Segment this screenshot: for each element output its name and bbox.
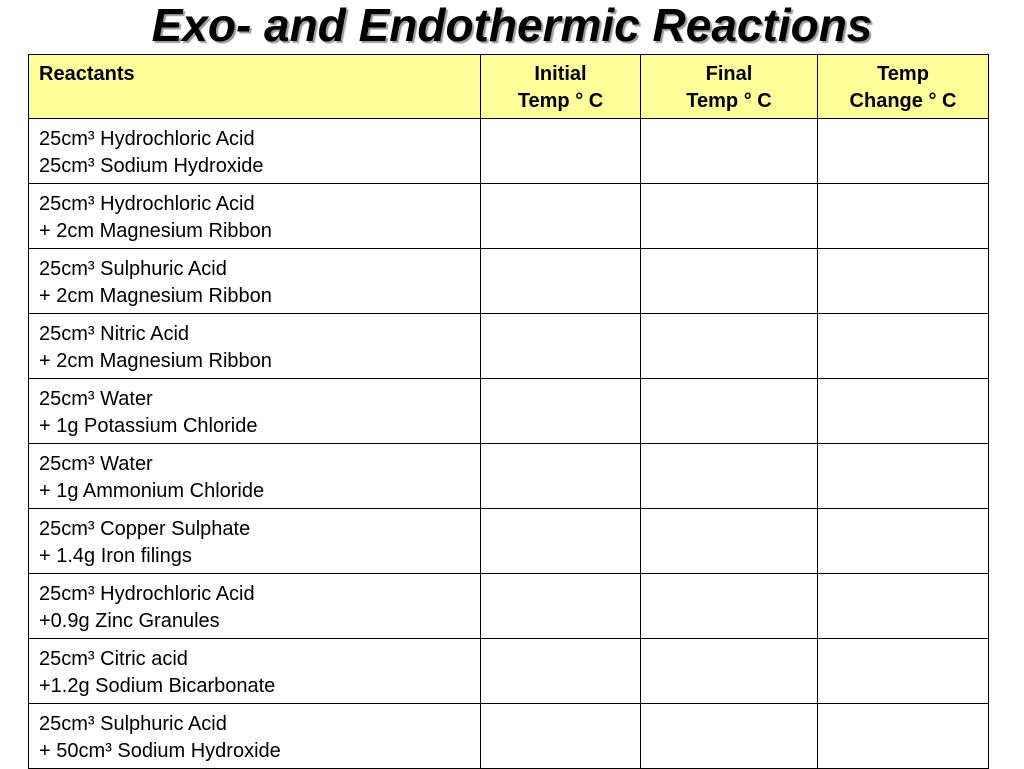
final-temp-cell[interactable]: [641, 574, 818, 639]
reactant-line-2: 25cm³ Sodium Hydroxide: [39, 155, 264, 177]
initial-temp-value: [481, 509, 640, 516]
initial-temp-cell[interactable]: [481, 704, 641, 769]
table-row: [29, 704, 989, 769]
header-temp-change: [818, 55, 989, 119]
initial-temp-value: [481, 119, 640, 126]
table-row: [29, 639, 989, 704]
temp-change-cell[interactable]: [818, 249, 989, 314]
temp-change-cell[interactable]: [818, 574, 989, 639]
table-row: [29, 444, 989, 509]
table-row: [29, 119, 989, 184]
initial-temp-value: [481, 444, 640, 451]
temp-change-value: [818, 704, 988, 711]
final-temp-cell[interactable]: [641, 704, 818, 769]
final-temp-cell[interactable]: [641, 314, 818, 379]
final-temp-value: [641, 119, 817, 126]
reactants-cell: [29, 314, 481, 379]
table-row: [29, 574, 989, 639]
final-temp-cell[interactable]: [641, 509, 818, 574]
table-body: [29, 119, 989, 769]
initial-temp-cell[interactable]: [481, 119, 641, 184]
initial-temp-cell[interactable]: [481, 509, 641, 574]
reactant-line-2: +1.2g Sodium Bicarbonate: [39, 675, 276, 697]
final-temp-value: [641, 249, 817, 256]
initial-temp-cell[interactable]: [481, 574, 641, 639]
page-title: Exo- and Endothermic Reactions: [151, 0, 873, 51]
initial-temp-value: [481, 704, 640, 711]
temp-change-cell[interactable]: [818, 119, 989, 184]
header-change-line2: Change ° C: [849, 90, 957, 112]
reactant-line-1: 25cm³ Sulphuric Acid: [39, 713, 227, 735]
header-initial-temp: [481, 55, 641, 119]
temp-change-value: [818, 119, 988, 126]
reactant-line-1: 25cm³ Water: [39, 388, 153, 410]
temp-change-value: [818, 314, 988, 321]
reactants-cell: [29, 704, 481, 769]
header-final-line1: Final: [705, 63, 753, 85]
initial-temp-value: [481, 249, 640, 256]
initial-temp-value: [481, 314, 640, 321]
temp-change-value: [818, 444, 988, 451]
reactant-line-1: 25cm³ Citric acid: [39, 648, 188, 670]
final-temp-value: [641, 379, 817, 386]
header-final-line2: Temp ° C: [686, 90, 772, 112]
header-initial-line2: Temp ° C: [517, 90, 604, 112]
reactants-cell: [29, 639, 481, 704]
table-row: [29, 509, 989, 574]
initial-temp-value: [481, 639, 640, 646]
final-temp-value: [641, 509, 817, 516]
reactants-cell: [29, 574, 481, 639]
temp-change-cell[interactable]: [818, 444, 989, 509]
final-temp-cell[interactable]: [641, 184, 818, 249]
final-temp-value: [641, 574, 817, 581]
initial-temp-cell[interactable]: [481, 249, 641, 314]
final-temp-value: [641, 184, 817, 191]
reactants-cell: [29, 379, 481, 444]
final-temp-value: [641, 314, 817, 321]
header-reactants-label: Reactants: [39, 63, 135, 85]
reactant-line-1: 25cm³ Nitric Acid: [39, 323, 190, 345]
reactant-line-2: + 2cm Magnesium Ribbon: [39, 285, 272, 307]
temp-change-cell[interactable]: [818, 314, 989, 379]
reactant-line-1: 25cm³ Sulphuric Acid: [39, 258, 227, 280]
temp-change-value: [818, 509, 988, 516]
temp-change-cell[interactable]: [818, 509, 989, 574]
temp-change-value: [818, 639, 988, 646]
initial-temp-cell[interactable]: [481, 379, 641, 444]
final-temp-cell[interactable]: [641, 119, 818, 184]
reactants-cell: [29, 249, 481, 314]
final-temp-cell[interactable]: [641, 639, 818, 704]
temp-change-value: [818, 184, 988, 191]
temp-change-cell[interactable]: [818, 379, 989, 444]
reactant-line-2: + 50cm³ Sodium Hydroxide: [39, 740, 281, 762]
table-row: [29, 249, 989, 314]
reactant-line-1: 25cm³ Copper Sulphate: [39, 518, 251, 540]
final-temp-value: [641, 639, 817, 646]
header-final-temp: [641, 55, 818, 119]
reactant-line-1: 25cm³ Hydrochloric Acid: [39, 128, 255, 150]
final-temp-cell[interactable]: [641, 444, 818, 509]
reactants-cell: [29, 509, 481, 574]
reactant-line-2: + 2cm Magnesium Ribbon: [39, 350, 272, 372]
table-header-row: [29, 55, 989, 119]
temp-change-value: [818, 379, 988, 386]
reactant-line-2: + 1g Ammonium Chloride: [39, 480, 265, 502]
initial-temp-value: [481, 184, 640, 191]
final-temp-cell[interactable]: [641, 249, 818, 314]
table-row: [29, 379, 989, 444]
reactant-line-2: + 1.4g Iron filings: [39, 545, 192, 567]
initial-temp-cell[interactable]: [481, 314, 641, 379]
initial-temp-cell[interactable]: [481, 444, 641, 509]
results-table: [28, 54, 989, 769]
final-temp-value: [641, 704, 817, 711]
temp-change-value: [818, 249, 988, 256]
reactant-line-1: 25cm³ Hydrochloric Acid: [39, 193, 255, 215]
reactants-cell: [29, 119, 481, 184]
header-reactants: [29, 55, 481, 119]
reactant-line-1: 25cm³ Water: [39, 453, 153, 475]
temp-change-cell[interactable]: [818, 184, 989, 249]
temp-change-cell[interactable]: [818, 704, 989, 769]
reactant-line-2: +0.9g Zinc Granules: [39, 610, 220, 632]
table-row: [29, 184, 989, 249]
reactants-cell: [29, 184, 481, 249]
reactant-line-2: + 1g Potassium Chloride: [39, 415, 258, 437]
results-table-container: [28, 54, 988, 769]
final-temp-value: [641, 444, 817, 451]
temp-change-value: [818, 574, 988, 581]
reactant-line-2: + 2cm Magnesium Ribbon: [39, 220, 272, 242]
reactant-line-1: 25cm³ Hydrochloric Acid: [39, 583, 255, 605]
header-initial-line1: Initial: [534, 63, 587, 85]
initial-temp-value: [481, 379, 640, 386]
final-temp-cell[interactable]: [641, 379, 818, 444]
initial-temp-cell[interactable]: [481, 184, 641, 249]
table-row: [29, 314, 989, 379]
initial-temp-value: [481, 574, 640, 581]
reactants-cell: [29, 444, 481, 509]
initial-temp-cell[interactable]: [481, 639, 641, 704]
temp-change-cell[interactable]: [818, 639, 989, 704]
header-change-line1: Temp: [877, 63, 929, 85]
